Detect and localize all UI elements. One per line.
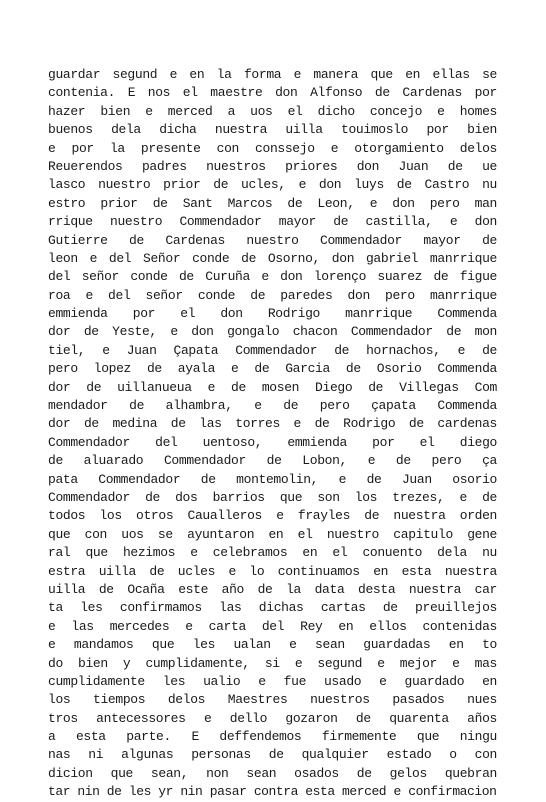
text-line: lasco nuestro prior de ucles, e don luys de Castro nu: [48, 177, 497, 193]
text-line: e mandamos que les ualan e sean guardadas en to: [48, 637, 497, 653]
text-line: pero lopez de ayala e de Garcia de Osorio Commenda: [48, 361, 497, 377]
text-line: do bien y cumplidamente, si e segund e mejor e mas: [48, 655, 497, 671]
text-line: estro prior de Sant Marcos de Leon, e don pero man: [48, 195, 497, 211]
text-line: Commendador del uentoso, emmienda por el diego: [48, 434, 497, 450]
text-line: nas ni algunas personas de qualquier estado o con: [48, 747, 497, 763]
text-line: estra uilla de ucles e lo continuamos en esta nuestra: [48, 563, 497, 579]
text-line: dor de medina de las torres e de Rodrigo de cardenas: [48, 416, 497, 432]
text-line: dor de Yeste, e don gongalo chacon Commendador de mon: [48, 324, 497, 340]
text-line: buenos dela dicha nuestra uilla touimoslo por bien: [48, 122, 497, 138]
text-line: e por la presente con conssejo e otorgamiento delos: [48, 140, 497, 156]
text-line: los tiempos delos Maestres nuestros pasados nues: [48, 692, 497, 708]
text-line: mendador de alhambra, e de pero çapata Commenda: [48, 398, 497, 414]
text-line: roa e del señor conde de paredes don pero manrrique: [48, 287, 497, 303]
text-line: de aluarado Commendador de Lobon, e de pero ça: [48, 453, 497, 469]
document-body: [48, 66, 497, 802]
text-line: dicion que sean, non sean osados de gelos quebran: [48, 765, 497, 781]
text-line: que con uos se ayuntaron en el nuestro capitulo gene: [48, 526, 497, 542]
text-line: tros antecessores e dello gozaron de quarenta años: [48, 710, 497, 726]
text-line: contenia. E nos el maestre don Alfonso de Cardenas por: [48, 85, 497, 101]
text-line: pata Commendador de montemolin, e de Juan osorio: [48, 471, 497, 487]
text-line: hazer bien e merced a uos el dicho concejo e homes: [48, 103, 497, 119]
text-line: dor de uillanueua e de mosen Diego de Villegas Com: [48, 379, 497, 395]
text-line: tiel, e Juan Çapata Commendador de hornachos, e de: [48, 342, 497, 358]
text-line: guardar segund e en la forma e manera que en ellas se: [48, 67, 497, 82]
text-line: e las mercedes e carta del Rey en ellos contenidas: [48, 618, 497, 634]
text-line: Gutierre de Cardenas nuestro Commendador mayor de: [48, 232, 497, 248]
text-line: uilla de Ocaña este año de la data desta nuestra car: [48, 581, 497, 597]
text-line: emmienda por el don Rodrigo manrrique Commenda: [48, 306, 497, 322]
text-line: tar nin de les yr nin pasar contra esta merced e confirmacion: [48, 784, 497, 800]
text-line: Reuerendos padres nuestros priores don Juan de ue: [48, 158, 497, 174]
text-line: ral que hezimos e celebramos en el conuento dela nu: [48, 545, 497, 561]
text-line: ta les confirmamos las dichas cartas de preuillejos: [48, 600, 497, 616]
text-line: del señor conde de Curuña e don lorenço suarez de figue: [48, 269, 497, 285]
text-line: rrique nuestro Commendador mayor de castilla, e don: [48, 214, 497, 230]
text-line: leon e del Señor conde de Osorno, don gabriel manrrique: [48, 250, 497, 266]
text-line: todos los otros Caualleros e frayles de nuestra orden: [48, 508, 497, 524]
text-line: cumplidamente les ualio e fue usado e guardado en: [48, 673, 497, 689]
text-line: a esta parte. E deffendemos firmemente que ningu: [48, 729, 497, 745]
text-line: Commendador de dos barrios que son los trezes, e de: [48, 489, 497, 505]
